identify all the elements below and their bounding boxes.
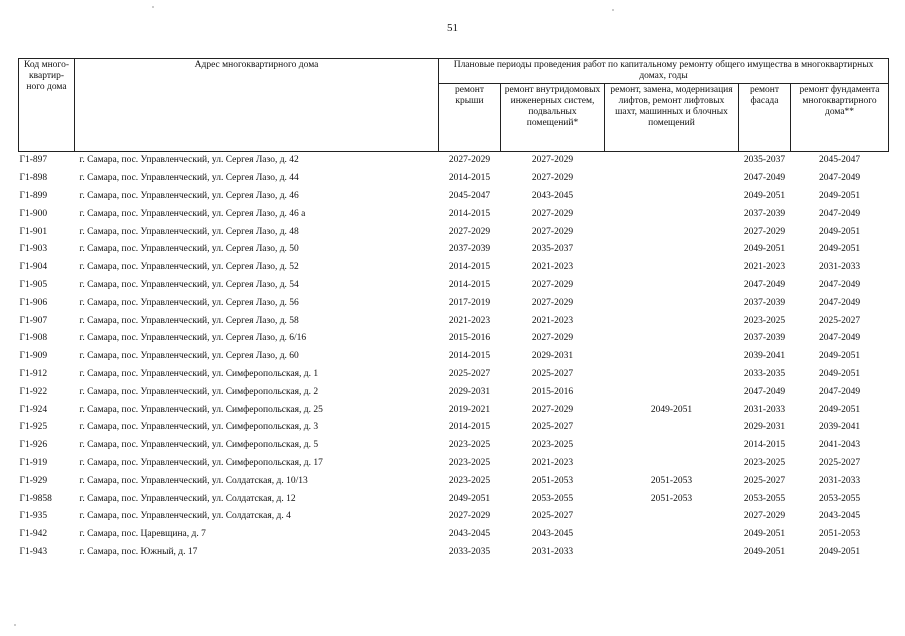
cell-roof-repair: 2027-2029 bbox=[448, 226, 491, 237]
cell-address: г. Самара, пос. Управленческий, ул. Симферопольская, д. 3 bbox=[79, 422, 319, 433]
cell-foundation-repair: 2025-2027 bbox=[818, 457, 861, 468]
cell-building-code: Г1-919 bbox=[19, 457, 48, 468]
table-row bbox=[19, 508, 889, 526]
cell-address: г. Самара, пос. Управленческий, ул. Сергея Лазо, д. 42 bbox=[79, 155, 299, 166]
cell-address: г. Самара, пос. Управленческий, ул. Сергея Лазо, д. 46 bbox=[79, 190, 299, 201]
cell-building-code: Г1-909 bbox=[19, 351, 48, 362]
cell-engineering-systems-repair: 2021-2023 bbox=[531, 262, 574, 273]
cell-roof-repair: 2023-2025 bbox=[448, 457, 491, 468]
cell-engineering-systems-repair: 2021-2023 bbox=[531, 315, 574, 326]
capital-repair-schedule-table bbox=[18, 58, 889, 561]
cell-engineering-systems-repair: 2025-2027 bbox=[531, 422, 574, 433]
cell-facade-repair: 2029-2031 bbox=[743, 422, 786, 433]
cell-building-code: Г1-901 bbox=[19, 226, 48, 237]
cell-address: г. Самара, пос. Управленческий, ул. Симферопольская, д. 17 bbox=[79, 457, 323, 468]
cell-engineering-systems-repair: 2051-2053 bbox=[531, 475, 574, 486]
cell-lift-repair bbox=[605, 383, 739, 401]
cell-lift-repair bbox=[605, 259, 739, 277]
cell-engineering-systems-repair: 2027-2029 bbox=[531, 173, 574, 184]
cell-engineering-systems-repair: 2027-2029 bbox=[531, 226, 574, 237]
table-row bbox=[19, 223, 889, 241]
table-header bbox=[19, 59, 889, 152]
cell-foundation-repair: 2049-2051 bbox=[818, 190, 861, 201]
cell-foundation-repair: 2047-2049 bbox=[818, 333, 861, 344]
cell-address: г. Самара, пос. Управленческий, ул. Сергея Лазо, д. 54 bbox=[79, 279, 299, 290]
cell-building-code: Г1-898 bbox=[19, 173, 48, 184]
cell-lift-repair bbox=[605, 205, 739, 223]
cell-roof-repair: 2027-2029 bbox=[448, 155, 491, 166]
cell-facade-repair: 2049-2051 bbox=[743, 529, 786, 540]
cell-engineering-systems-repair: 2031-2033 bbox=[531, 546, 574, 557]
cell-facade-repair: 2021-2023 bbox=[743, 262, 786, 273]
table-row bbox=[19, 383, 889, 401]
cell-foundation-repair: 2031-2033 bbox=[818, 262, 861, 273]
cell-building-code: Г1-942 bbox=[19, 529, 48, 540]
cell-engineering-systems-repair: 2025-2027 bbox=[531, 368, 574, 379]
cell-facade-repair: 2033-2035 bbox=[743, 368, 786, 379]
table-row bbox=[19, 401, 889, 419]
cell-facade-repair: 2014-2015 bbox=[743, 440, 786, 451]
cell-foundation-repair: 2051-2053 bbox=[818, 529, 861, 540]
cell-building-code: Г1-903 bbox=[19, 244, 48, 255]
cell-building-code: Г1-904 bbox=[19, 262, 48, 273]
cell-lift-repair bbox=[605, 223, 739, 241]
cell-address: г. Самара, пос. Управленческий, ул. Симферопольская, д. 1 bbox=[79, 368, 319, 379]
header-planned-periods: Плановые периоды проведения работ по капитальному ремонту общего имущества в многоквартирных домах, годы bbox=[439, 59, 889, 84]
cell-lift-repair bbox=[605, 312, 739, 330]
cell-roof-repair: 2045-2047 bbox=[448, 190, 491, 201]
cell-roof-repair: 2014-2015 bbox=[448, 279, 491, 290]
cell-facade-repair: 2047-2049 bbox=[743, 173, 786, 184]
cell-address: г. Самара, пос. Управленческий, ул. Сергея Лазо, д. 44 bbox=[79, 173, 299, 184]
cell-lift-repair bbox=[605, 455, 739, 473]
cell-facade-repair: 2037-2039 bbox=[743, 333, 786, 344]
cell-roof-repair: 2014-2015 bbox=[448, 173, 491, 184]
cell-building-code: Г1-905 bbox=[19, 279, 48, 290]
table-row bbox=[19, 348, 889, 366]
table-row bbox=[19, 205, 889, 223]
cell-building-code: Г1-907 bbox=[19, 315, 48, 326]
cell-foundation-repair: 2039-2041 bbox=[818, 422, 861, 433]
header-facade-repair: ремонт фасада bbox=[739, 84, 791, 152]
table-row bbox=[19, 259, 889, 277]
cell-address: г. Самара, пос. Управленческий, ул. Симферопольская, д. 25 bbox=[79, 404, 323, 415]
scan-speck bbox=[152, 6, 154, 8]
cell-roof-repair: 2033-2035 bbox=[448, 546, 491, 557]
cell-address: г. Самара, пос. Управленческий, ул. Солдатская, д. 10/13 bbox=[79, 475, 308, 486]
cell-address: г. Самара, пос. Управленческий, ул. Сергея Лазо, д. 60 bbox=[79, 351, 299, 362]
table-row bbox=[19, 294, 889, 312]
cell-roof-repair: 2014-2015 bbox=[448, 208, 491, 219]
header-roof-repair: ремонт крыши bbox=[439, 84, 501, 152]
cell-building-code: Г1-926 bbox=[19, 440, 48, 451]
cell-lift-repair bbox=[605, 437, 739, 455]
cell-address: г. Самара, пос. Управленческий, ул. Сергея Лазо, д. 46 а bbox=[79, 208, 306, 219]
cell-foundation-repair: 2047-2049 bbox=[818, 279, 861, 290]
cell-address: г. Самара, пос. Управленческий, ул. Солдатская, д. 12 bbox=[79, 493, 296, 504]
cell-roof-repair: 2015-2016 bbox=[448, 333, 491, 344]
cell-roof-repair: 2023-2025 bbox=[448, 440, 491, 451]
cell-facade-repair: 2027-2029 bbox=[743, 226, 786, 237]
cell-engineering-systems-repair: 2027-2029 bbox=[531, 333, 574, 344]
cell-lift-repair bbox=[605, 277, 739, 295]
cell-lift-repair bbox=[605, 170, 739, 188]
cell-foundation-repair: 2053-2055 bbox=[818, 493, 861, 504]
cell-roof-repair: 2025-2027 bbox=[448, 368, 491, 379]
cell-foundation-repair: 2049-2051 bbox=[818, 351, 861, 362]
cell-address: г. Самара, пос. Управленческий, ул. Сергея Лазо, д. 50 bbox=[79, 244, 299, 255]
cell-foundation-repair: 2049-2051 bbox=[818, 244, 861, 255]
cell-engineering-systems-repair: 2023-2025 bbox=[531, 440, 574, 451]
cell-roof-repair: 2027-2029 bbox=[448, 511, 491, 522]
cell-roof-repair: 2014-2015 bbox=[448, 262, 491, 273]
cell-address: г. Самара, пос. Управленческий, ул. Сергея Лазо, д. 48 bbox=[79, 226, 299, 237]
page-number: 51 bbox=[447, 22, 458, 34]
cell-address: г. Самара, пос. Южный, д. 17 bbox=[79, 546, 198, 557]
cell-roof-repair: 2017-2019 bbox=[448, 297, 491, 308]
cell-engineering-systems-repair: 2035-2037 bbox=[531, 244, 574, 255]
cell-lift-repair bbox=[605, 348, 739, 366]
cell-building-code: Г1-924 bbox=[19, 404, 48, 415]
cell-lift-repair bbox=[605, 294, 739, 312]
cell-lift-repair bbox=[605, 419, 739, 437]
cell-engineering-systems-repair: 2025-2027 bbox=[531, 511, 574, 522]
cell-roof-repair: 2014-2015 bbox=[448, 422, 491, 433]
cell-facade-repair: 2049-2051 bbox=[743, 244, 786, 255]
cell-lift-repair: 2051-2053 bbox=[650, 475, 693, 486]
cell-lift-repair bbox=[605, 366, 739, 384]
cell-address: г. Самара, пос. Управленческий, ул. Сергея Лазо, д. 6/16 bbox=[79, 333, 307, 344]
cell-lift-repair: 2049-2051 bbox=[650, 404, 693, 415]
cell-foundation-repair: 2049-2051 bbox=[818, 368, 861, 379]
header-foundation-repair: ремонт фундамента многоквартирного дома** bbox=[791, 84, 889, 152]
cell-engineering-systems-repair: 2027-2029 bbox=[531, 297, 574, 308]
cell-address: г. Самара, пос. Управленческий, ул. Сергея Лазо, д. 56 bbox=[79, 297, 299, 308]
cell-engineering-systems-repair: 2027-2029 bbox=[531, 279, 574, 290]
cell-lift-repair bbox=[605, 330, 739, 348]
cell-roof-repair: 2029-2031 bbox=[448, 386, 491, 397]
cell-foundation-repair: 2047-2049 bbox=[818, 386, 861, 397]
cell-facade-repair: 2027-2029 bbox=[743, 511, 786, 522]
cell-building-code: Г1-929 bbox=[19, 475, 48, 486]
table-body bbox=[19, 152, 889, 562]
cell-foundation-repair: 2047-2049 bbox=[818, 297, 861, 308]
cell-building-code: Г1-906 bbox=[19, 297, 48, 308]
table-row bbox=[19, 330, 889, 348]
cell-address: г. Самара, пос. Управленческий, ул. Симферопольская, д. 5 bbox=[79, 440, 319, 451]
cell-facade-repair: 2023-2025 bbox=[743, 315, 786, 326]
cell-engineering-systems-repair: 2027-2029 bbox=[531, 208, 574, 219]
scan-speck bbox=[612, 9, 614, 11]
cell-building-code: Г1-899 bbox=[19, 190, 48, 201]
cell-foundation-repair: 2049-2051 bbox=[818, 404, 861, 415]
cell-facade-repair: 2025-2027 bbox=[743, 475, 786, 486]
cell-roof-repair: 2014-2015 bbox=[448, 351, 491, 362]
table-row bbox=[19, 419, 889, 437]
cell-foundation-repair: 2043-2045 bbox=[818, 511, 861, 522]
cell-lift-repair bbox=[605, 526, 739, 544]
cell-address: г. Самара, пос. Управленческий, ул. Солдатская, д. 4 bbox=[79, 511, 291, 522]
table-row bbox=[19, 455, 889, 473]
table-row bbox=[19, 490, 889, 508]
cell-lift-repair bbox=[605, 152, 739, 170]
cell-building-code: Г1-908 bbox=[19, 333, 48, 344]
cell-address: г. Самара, пос. Управленческий, ул. Симферопольская, д. 2 bbox=[79, 386, 319, 397]
cell-foundation-repair: 2031-2033 bbox=[818, 475, 861, 486]
cell-engineering-systems-repair: 2027-2029 bbox=[531, 404, 574, 415]
table-row bbox=[19, 188, 889, 206]
table-row bbox=[19, 544, 889, 562]
table-row bbox=[19, 437, 889, 455]
cell-facade-repair: 2031-2033 bbox=[743, 404, 786, 415]
header-lift-repair: ремонт, замена, модернизация лифтов, ремонт лифтовых шахт, машинных и блочных помещений bbox=[605, 84, 739, 152]
cell-facade-repair: 2037-2039 bbox=[743, 208, 786, 219]
cell-roof-repair: 2021-2023 bbox=[448, 315, 491, 326]
cell-engineering-systems-repair: 2043-2045 bbox=[531, 529, 574, 540]
cell-foundation-repair: 2049-2051 bbox=[818, 226, 861, 237]
cell-roof-repair: 2043-2045 bbox=[448, 529, 491, 540]
cell-building-code: Г1-943 bbox=[19, 546, 48, 557]
cell-facade-repair: 2053-2055 bbox=[743, 493, 786, 504]
scan-speck bbox=[14, 624, 16, 626]
cell-facade-repair: 2049-2051 bbox=[743, 546, 786, 557]
cell-lift-repair bbox=[605, 188, 739, 206]
cell-address: г. Самара, пос. Управленческий, ул. Сергея Лазо, д. 52 bbox=[79, 262, 299, 273]
cell-address: г. Самара, пос. Управленческий, ул. Сергея Лазо, д. 58 bbox=[79, 315, 299, 326]
header-engineering-systems-repair: ремонт внутридомовых инженерных систем, подвальных помещений* bbox=[501, 84, 605, 152]
cell-roof-repair: 2037-2039 bbox=[448, 244, 491, 255]
cell-building-code: Г1-925 bbox=[19, 422, 48, 433]
table-row bbox=[19, 312, 889, 330]
table-row bbox=[19, 366, 889, 384]
table-row bbox=[19, 526, 889, 544]
cell-facade-repair: 2049-2051 bbox=[743, 190, 786, 201]
cell-facade-repair: 2023-2025 bbox=[743, 457, 786, 468]
cell-building-code: Г1-922 bbox=[19, 386, 48, 397]
table-row bbox=[19, 241, 889, 259]
cell-roof-repair: 2049-2051 bbox=[448, 493, 491, 504]
cell-foundation-repair: 2047-2049 bbox=[818, 208, 861, 219]
cell-lift-repair bbox=[605, 508, 739, 526]
cell-facade-repair: 2037-2039 bbox=[743, 297, 786, 308]
cell-roof-repair: 2023-2025 bbox=[448, 475, 491, 486]
table-row bbox=[19, 472, 889, 490]
cell-engineering-systems-repair: 2021-2023 bbox=[531, 457, 574, 468]
cell-building-code: Г1-900 bbox=[19, 208, 48, 219]
cell-lift-repair bbox=[605, 241, 739, 259]
table-row bbox=[19, 152, 889, 170]
header-address: Адрес многоквартирного дома bbox=[75, 59, 439, 152]
cell-facade-repair: 2047-2049 bbox=[743, 279, 786, 290]
cell-engineering-systems-repair: 2015-2016 bbox=[531, 386, 574, 397]
cell-lift-repair bbox=[605, 544, 739, 562]
cell-foundation-repair: 2047-2049 bbox=[818, 173, 861, 184]
cell-foundation-repair: 2025-2027 bbox=[818, 315, 861, 326]
cell-building-code: Г1-897 bbox=[19, 155, 48, 166]
table-row bbox=[19, 277, 889, 295]
cell-building-code: Г1-9858 bbox=[19, 493, 52, 504]
cell-facade-repair: 2035-2037 bbox=[743, 155, 786, 166]
cell-foundation-repair: 2045-2047 bbox=[818, 155, 861, 166]
cell-lift-repair: 2051-2053 bbox=[650, 493, 693, 504]
cell-engineering-systems-repair: 2027-2029 bbox=[531, 155, 574, 166]
table-row bbox=[19, 170, 889, 188]
header-building-code: Код много-квартир-ного дома bbox=[19, 59, 75, 152]
cell-roof-repair: 2019-2021 bbox=[448, 404, 491, 415]
cell-address: г. Самара, пос. Царевщина, д. 7 bbox=[79, 529, 206, 540]
cell-engineering-systems-repair: 2053-2055 bbox=[531, 493, 574, 504]
cell-foundation-repair: 2049-2051 bbox=[818, 546, 861, 557]
cell-engineering-systems-repair: 2043-2045 bbox=[531, 190, 574, 201]
cell-facade-repair: 2039-2041 bbox=[743, 351, 786, 362]
cell-facade-repair: 2047-2049 bbox=[743, 386, 786, 397]
cell-engineering-systems-repair: 2029-2031 bbox=[531, 351, 574, 362]
cell-building-code: Г1-912 bbox=[19, 368, 48, 379]
cell-building-code: Г1-935 bbox=[19, 511, 48, 522]
cell-foundation-repair: 2041-2043 bbox=[818, 440, 861, 451]
